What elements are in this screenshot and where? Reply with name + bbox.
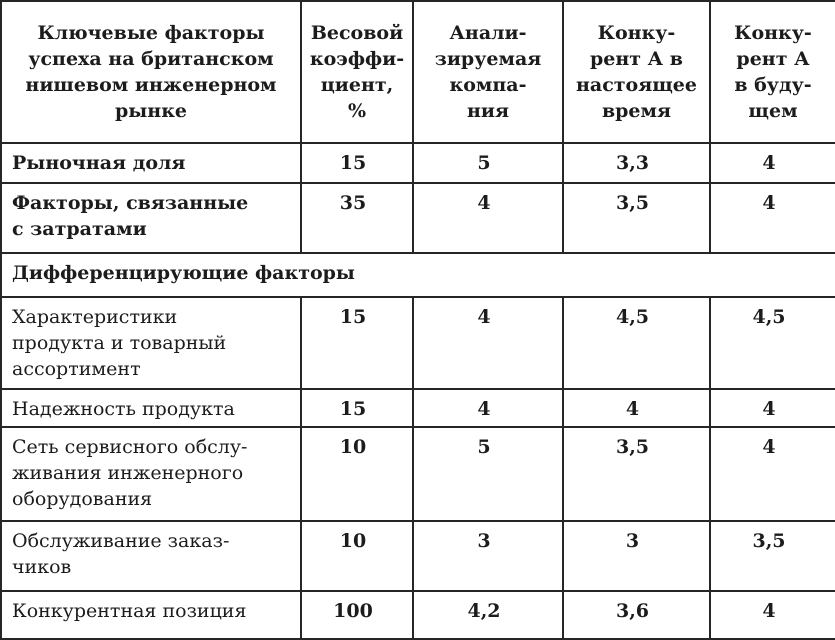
competitor-future-cell: 4,5 [710, 297, 835, 389]
section-row [1, 253, 835, 297]
weight-cell: 15 [301, 297, 413, 389]
company-cell: 4,2 [413, 591, 563, 639]
company-cell: 5 [413, 143, 563, 183]
weight-cell: 100 [301, 591, 413, 639]
row-label: Надежность продукта [1, 389, 301, 427]
competitor-future-cell: 4 [710, 389, 835, 427]
row-label: Рыночная доля [1, 143, 301, 183]
company-cell: 4 [413, 297, 563, 389]
weight-cell: 10 [301, 427, 413, 521]
company-cell: 4 [413, 183, 563, 253]
weight-cell: 10 [301, 521, 413, 591]
row-label: Факторы, связанные с затратами [1, 183, 301, 253]
header-cell-factors: Ключевые факторы успеха на британском нишевом инженерном рынке [1, 1, 301, 143]
table-row [1, 427, 835, 521]
competitor-now-cell: 3 [563, 521, 710, 591]
table-row [1, 297, 835, 389]
row-label: Характеристики продукта и товарный ассортимент [1, 297, 301, 389]
table-row [1, 389, 835, 427]
company-cell: 4 [413, 389, 563, 427]
header-cell-competitor-now: Конку- рент А в настоящее время [563, 1, 710, 143]
competitor-future-cell: 4 [710, 427, 835, 521]
company-cell: 3 [413, 521, 563, 591]
competitor-future-cell: 4 [710, 591, 835, 639]
table-header-row [1, 1, 835, 143]
header-cell-company: Анали- зируемая компа- ния [413, 1, 563, 143]
section-heading: Дифференцирующие факторы [1, 253, 835, 297]
competitor-now-cell: 4 [563, 389, 710, 427]
header-cell-competitor-future: Конку- рент А в буду- щем [710, 1, 835, 143]
competitor-future-cell: 3,5 [710, 521, 835, 591]
table-row [1, 591, 835, 639]
competitor-now-cell: 3,6 [563, 591, 710, 639]
competitor-now-cell: 3,5 [563, 183, 710, 253]
competitor-now-cell: 3,3 [563, 143, 710, 183]
table-row [1, 521, 835, 591]
competitor-now-cell: 3,5 [563, 427, 710, 521]
table-row [1, 183, 835, 253]
row-label: Обслуживание заказ- чиков [1, 521, 301, 591]
competitor-future-cell: 4 [710, 183, 835, 253]
row-label: Сеть сервисного обслу- живания инженерного оборудования [1, 427, 301, 521]
weight-cell: 35 [301, 183, 413, 253]
weight-cell: 15 [301, 143, 413, 183]
competitor-future-cell: 4 [710, 143, 835, 183]
competitor-now-cell: 4,5 [563, 297, 710, 389]
row-label: Конкурентная позиция [1, 591, 301, 639]
table-row [1, 143, 835, 183]
header-cell-weight: Весовой коэффи- циент, % [301, 1, 413, 143]
weight-cell: 15 [301, 389, 413, 427]
company-cell: 5 [413, 427, 563, 521]
